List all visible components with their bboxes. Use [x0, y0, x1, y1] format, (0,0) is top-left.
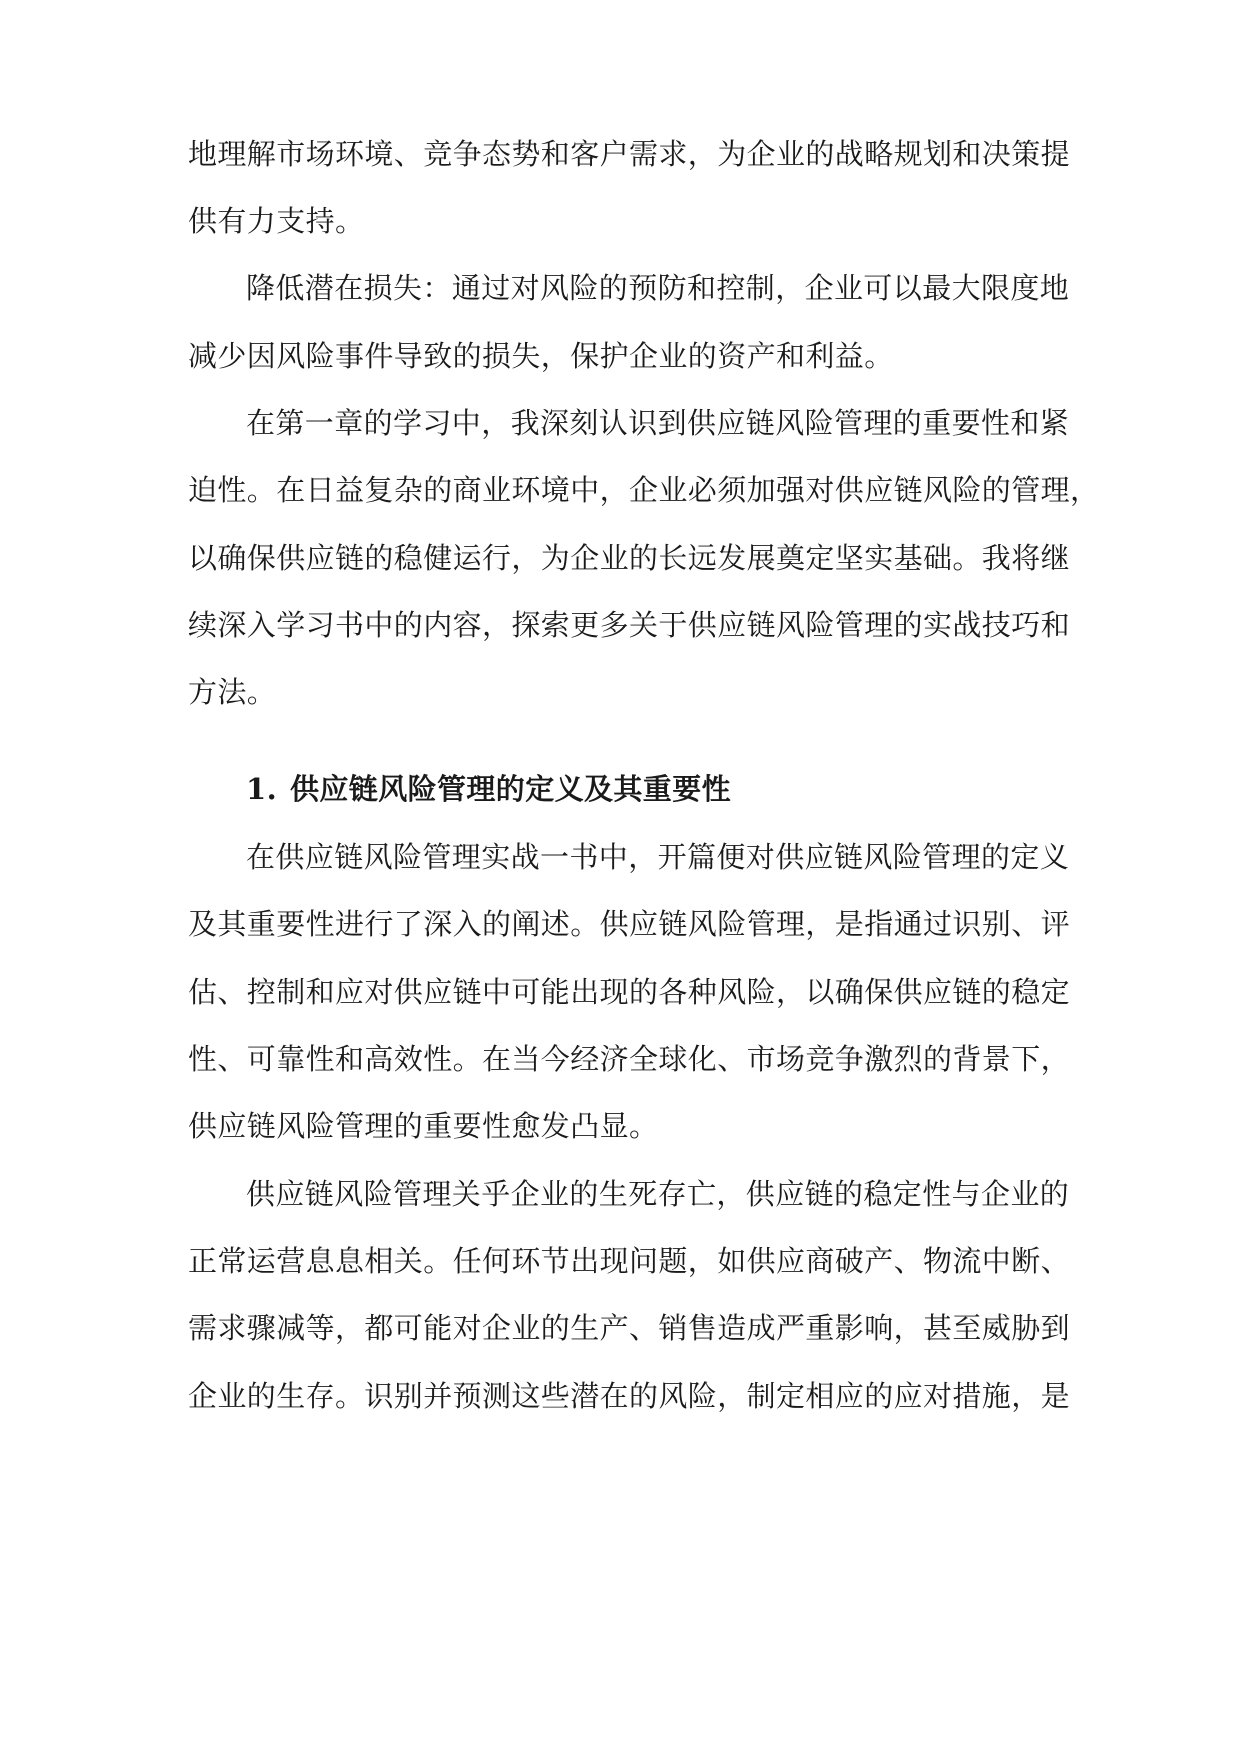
paragraph-line: 在供应链风险管理实战一书中，开篇便对供应链风险管理的定义: [246, 840, 1070, 874]
paragraph-line: 供应链风险管理关乎企业的生死存亡，供应链的稳定性与企业的: [246, 1177, 1070, 1211]
paragraph-line: 企业的生存。识别并预测这些潜在的风险，制定相应的应对措施，是: [188, 1379, 1071, 1413]
paragraph-line: 降低潜在损失：通过对风险的预防和控制，企业可以最大限度地: [246, 271, 1070, 305]
paragraph-line: 正常运营息息相关。任何环节出现问题，如供应商破产、物流中断、: [188, 1244, 1071, 1278]
paragraph-line: 供有力支持。: [188, 204, 365, 238]
section-number: 1.: [246, 772, 278, 806]
paragraph-line: 在第一章的学习中，我深刻认识到供应链风险管理的重要性和紧: [246, 406, 1070, 440]
paragraph-line: 减少因风险事件导致的损失，保护企业的资产和利益。: [188, 339, 894, 373]
paragraph-line: 需求骤减等，都可能对企业的生产、销售造成严重影响，甚至威胁到: [188, 1311, 1071, 1345]
paragraph-line: 地理解市场环境、竞争态势和客户需求，为企业的战略规划和决策提: [188, 137, 1071, 171]
paragraph-line: 及其重要性进行了深入的阐述。供应链风险管理，是指通过识别、评: [188, 907, 1071, 941]
paragraph-line: 性、可靠性和高效性。在当今经济全球化、市场竞争激烈的背景下，: [188, 1042, 1071, 1076]
paragraph-line: 估、控制和应对供应链中可能出现的各种风险，以确保供应链的稳定: [188, 975, 1071, 1009]
section-title: 供应链风险管理的定义及其重要性: [290, 772, 732, 806]
paragraph-line: 以确保供应链的稳健运行，为企业的长远发展奠定坚实基础。我将继: [188, 541, 1071, 575]
section-heading: [246, 769, 731, 809]
paragraph-line: 迫性。在日益复杂的商业环境中，企业必须加强对供应链风险的管理，: [188, 473, 1100, 507]
paragraph-line: 续深入学习书中的内容，探索更多关于供应链风险管理的实战技巧和: [188, 608, 1071, 642]
paragraph-line: 方法。: [188, 675, 277, 709]
paragraph-line: 供应链风险管理的重要性愈发凸显。: [188, 1109, 659, 1143]
